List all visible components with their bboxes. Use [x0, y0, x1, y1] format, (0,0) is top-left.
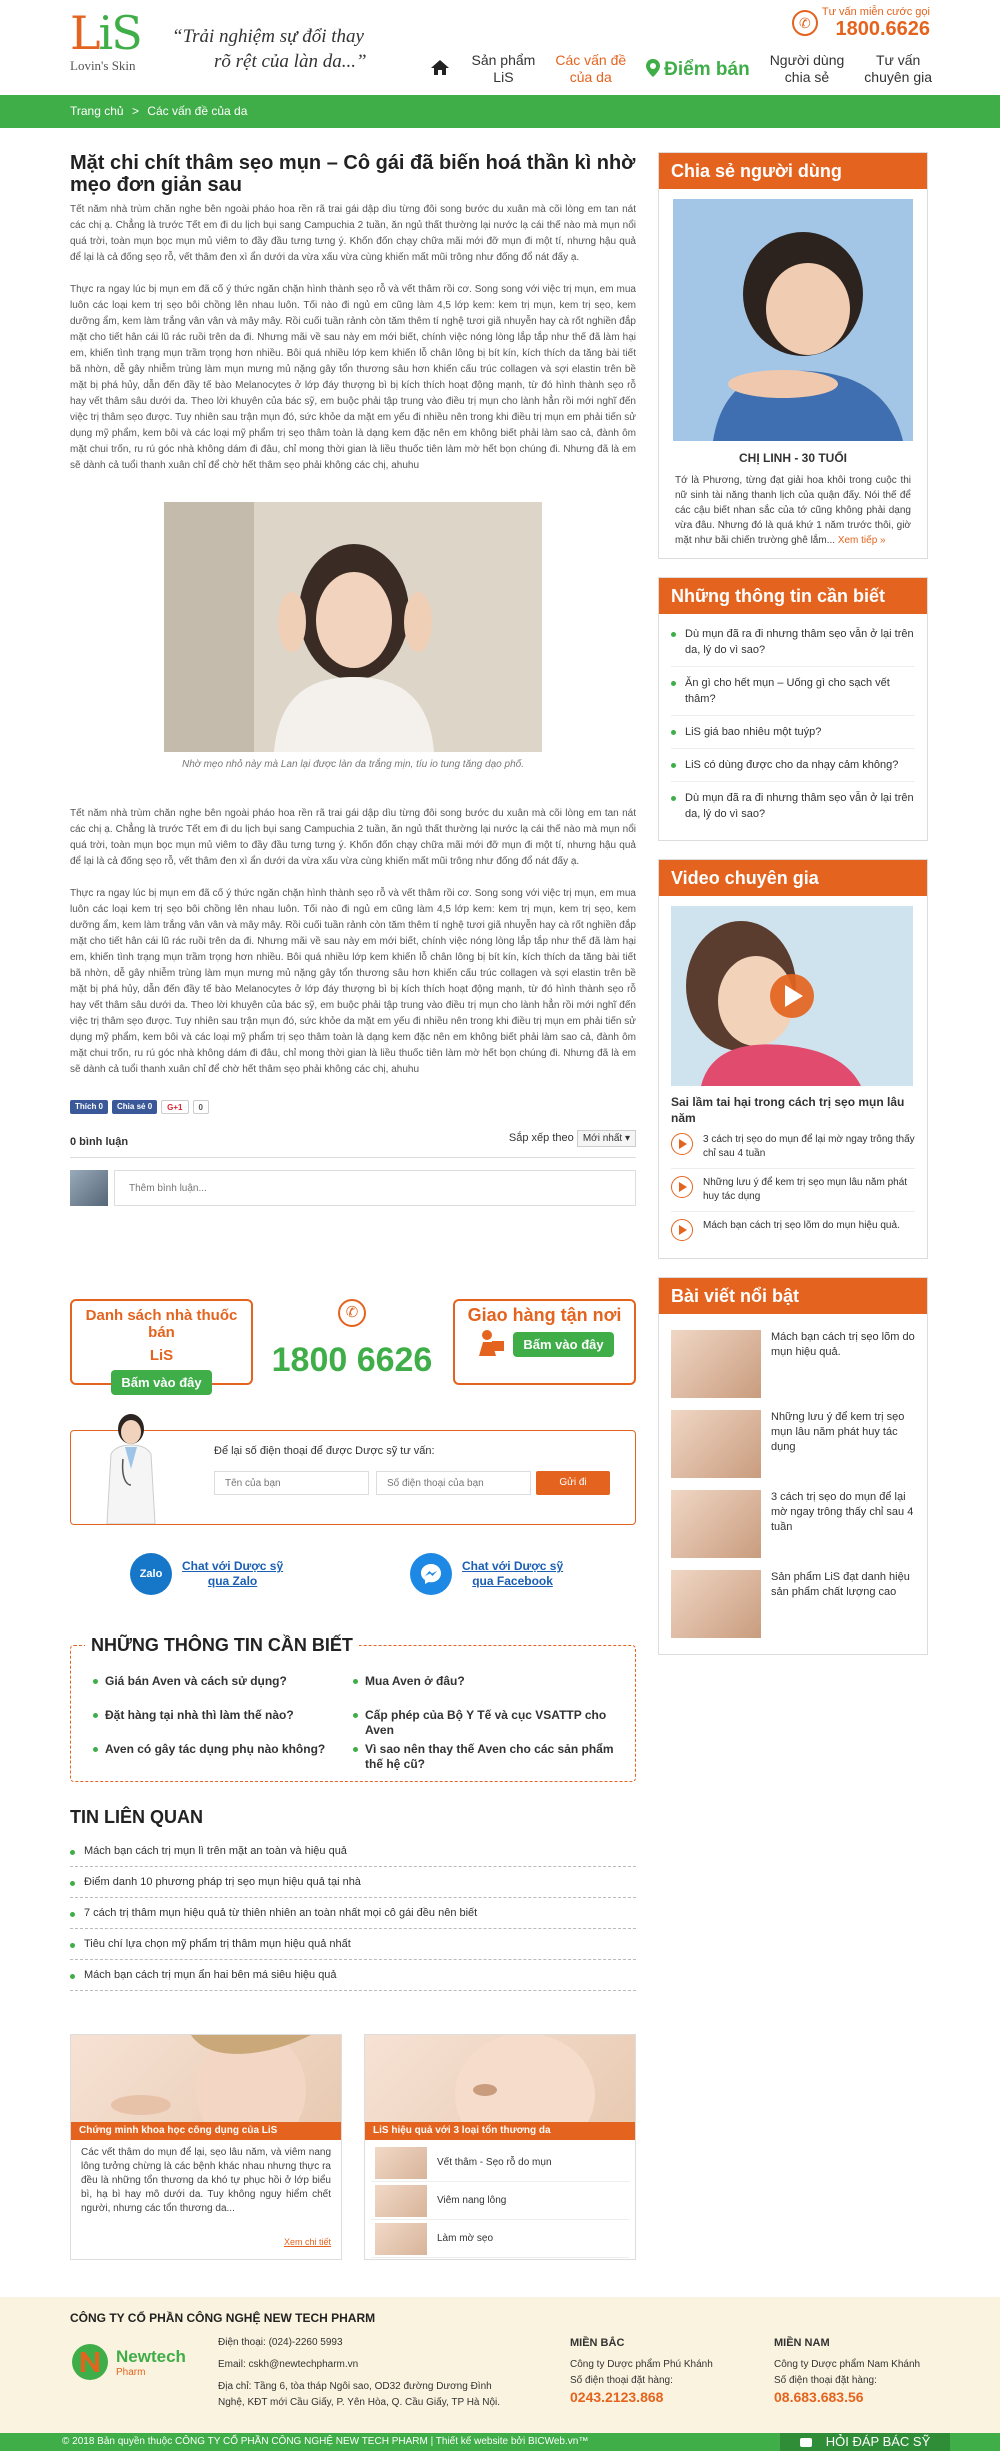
play-icon	[671, 1133, 693, 1155]
hot-post-label: Những lưu ý để kem trị sẹo mụn lâu năm phát huy tác dụng	[771, 1411, 905, 1453]
card-list-item[interactable]	[371, 2220, 629, 2258]
social-share	[70, 1100, 636, 1114]
pharmacy-button[interactable]: Bấm vào đây	[111, 1370, 211, 1395]
hot-post-item[interactable]	[671, 1324, 915, 1404]
breadcrumb-current[interactable]: Các vấn đề của da	[147, 104, 248, 118]
delivery-box[interactable]	[453, 1299, 636, 1385]
breadcrumb-home[interactable]: Trang chủ	[70, 104, 124, 118]
breadcrumb	[70, 104, 247, 118]
hot-posts-title: Bài viết nổi bật	[659, 1278, 927, 1314]
newtech-logo-text: Newtech	[116, 2346, 186, 2366]
card-list-item[interactable]	[371, 2144, 629, 2182]
pharmacy-title: Danh sách nhà thuốc bán	[85, 1307, 238, 1341]
north-label: Số điện thoại đặt hàng:	[570, 2375, 673, 2386]
messenger-icon	[410, 1553, 452, 1595]
zalo-chat[interactable]	[130, 1553, 283, 1595]
callback-form	[70, 1430, 636, 1525]
hot-post-thumb	[671, 1330, 761, 1398]
breadcrumb-separator: >	[131, 104, 139, 118]
effect-card	[364, 2034, 636, 2260]
hot-post-label: Sản phẩm LiS đạt danh hiệu sản phẩm chất lượng cao	[771, 1571, 910, 1598]
related-item[interactable]: Điểm danh 10 phương pháp trị sẹo mụn hiệu quả tại nhà	[70, 1867, 636, 1898]
info-box	[658, 577, 928, 841]
site-header	[0, 0, 1000, 95]
card-list-thumb	[375, 2223, 427, 2255]
location-pin-icon	[646, 59, 660, 80]
page-title: Mặt chi chít thâm sẹo mụn – Cô gái đã biến hoá thần kì nhờ mẹo đơn giản sau	[70, 152, 636, 196]
card-list-item[interactable]	[371, 2182, 629, 2220]
phone-input[interactable]	[376, 1471, 531, 1495]
hotline[interactable]	[798, 6, 930, 41]
cta-phone[interactable]	[267, 1299, 437, 1380]
newtech-logo	[70, 2342, 186, 2382]
hot-post-item[interactable]	[671, 1564, 915, 1644]
must-know-title: NHỮNG THÔNG TIN CẦN BIẾT	[85, 1635, 359, 1656]
footer-address: Địa chỉ: Tầng 6, tòa tháp Ngôi sao, OD32 đường Dương Đình Nghệ, KĐT mới Cầu Giấy, P. Yên Hòa, Q. Cầu Giấy, TP Hà Nội.	[218, 2381, 501, 2408]
cta-phone-number: 1800 6626	[271, 1341, 433, 1379]
hot-post-thumb	[671, 1490, 761, 1558]
zalo-chat-line2: qua Zalo	[207, 1574, 258, 1588]
name-input[interactable]	[214, 1471, 369, 1495]
card-more-link[interactable]: Xem chi tiết	[283, 2237, 331, 2247]
send-button[interactable]: Gửi đi	[536, 1471, 610, 1495]
site-footer	[0, 2297, 1000, 2433]
footer-company: CÔNG TY CỔ PHẦN CÔNG NGHỆ NEW TECH PHARM	[70, 2311, 376, 2325]
hot-post-label: Mách bạn cách trị sẹo lõm do mụn hiệu quả.	[771, 1331, 915, 1358]
nav-stores[interactable]	[636, 59, 760, 80]
card-image	[365, 2035, 635, 2140]
must-know-item[interactable]: Giá bán Aven và cách sử dụng?	[93, 1674, 358, 1689]
copyright-bar	[0, 2433, 1000, 2451]
footer-north	[570, 2335, 750, 2405]
nav-skin-issues[interactable]: Các vấn đề của da	[555, 52, 627, 85]
nav-products[interactable]: Sản phẩm LiS	[471, 52, 536, 85]
slogan	[172, 24, 367, 74]
article	[70, 152, 636, 1206]
video-player[interactable]	[671, 906, 913, 1086]
newtech-logo-sub: Pharm	[116, 2366, 146, 2378]
testimonial-body: Tớ là Phương, từng đạt giải hoa khôi trong cuộc thi nữ sinh tài năng thanh lịch của quận đấy. Nói thế để các cậu biết nhan sắc của tớ cũng không phải dạng vừa đâu. Nhưng đó là quá khứ 1 năm trước thôi, giờ mặt như bãi chiến trường ghê lắm...	[675, 475, 911, 546]
comment-composer	[70, 1170, 636, 1206]
info-title: Những thông tin cần biết	[659, 578, 927, 614]
user-share-title: Chia sẻ người dùng	[659, 153, 927, 189]
play-icon	[671, 1219, 693, 1241]
video-list-item[interactable]	[671, 1212, 915, 1248]
home-icon[interactable]	[418, 59, 462, 79]
south-title: MIỀN NAM	[774, 2337, 830, 2349]
info-item[interactable]: Dù mụn đã ra đi nhưng thâm sẹo vẫn ở lại trên da, lý do vì sao?	[671, 618, 915, 667]
slogan-line2: rõ rệt của làn da...”	[214, 51, 367, 72]
cta-row	[70, 1299, 636, 1390]
must-know-item[interactable]: Cấp phép của Bộ Y Tế và cục VSATTP cho Aven	[353, 1708, 618, 1738]
avatar	[70, 1170, 108, 1206]
hot-post-item[interactable]	[671, 1484, 915, 1564]
logo-mark: L	[70, 6, 99, 60]
north-phone[interactable]: 0243.2123.868	[570, 2389, 664, 2405]
testimonial-text	[671, 473, 915, 548]
must-know-box	[70, 1635, 636, 1782]
callback-label: Để lại số điện thoại để được Dược sỹ tư vấn:	[214, 1445, 435, 1457]
read-more-link[interactable]: Xem tiếp »	[837, 535, 886, 546]
article-paragraph: Thực ra ngay lúc bị mụn em đã cố ý thức ngăn chặn hình thành sẹo rỗ và vết thâm rồi cơ. Song song với việc trị mụn, em mua luôn các loại kem trị sẹo bôi chồng lên nhau luôn. Tối nào đi ngủ em cũng làm 4,5 lớp kem: kem trị mụn, kem trị sẹo, kem dưỡng ẩm, kem làm trắng vân vân và mây mây. Rồi cuối tuần rảnh còn tăm thêm tí nghệ tươi giã nhuyễn hay cà rốt nghiền đắp mặt cho tiết hân cái lũ rác ruồi trên da đi. Nhưng mãi về sau này em mới biết, chính việc nóng lòng lắp tắp như thế đã làm hại em, khiến tình trạng mụn trầm trọng hơn nhiều. Bôi quá nhiều lớp kem khiến lỗ chân lông bị bít kín, kích thích da tăng bài tiết bã nhờn, dễ gây nhiễm trùng làm mụn mưng mủ nặng gây tổn thương sâu hơn khiến cấu trúc collagen và sợi elastin trên bề mặt bị phá hủy, dẫn đến đầy tế bào Melanocytes ở lớp đáy thượng bì bị kích thích hoạt động mạnh, từ đó hình thành sẹo rỗ hay vết thâm sâu dưới da. Theo lời khuyên của bác sỹ, em buộc phải tập trung vào điều trị mụn cho lành hẳn rồi mới nghĩ đến việc trị thâm sẹo được. Tuy nhiên sau trận mụn đó, sức khỏe da mặt em yếu đi nhiều nên trong khi điều trị mụn em phải tiến sử dụng mỹ phẩm, kem bôi và các loại mỹ phẩm trị sẹo thâm toàn là dạng kem đặc nên em không biết phải làm sao cả, đành ôm mặt chui trốn, ru rú góc nhà không dám đi đâu, chỉ mong thời gian là liều thuốc tiên làm mờ hết bọn chúng đi. Nhưng đã là em sẽ dành cả tuổi thanh xuân chỉ để chờ hết thâm sẹo phải không các chị, ahuhu	[70, 284, 636, 471]
video-list-item[interactable]	[671, 1169, 915, 1212]
info-item[interactable]: Ăn gì cho hết mụn – Uống gì cho sạch vết thâm?	[671, 667, 915, 716]
ask-doctor-button[interactable]	[780, 2433, 950, 2451]
footer-south	[774, 2335, 954, 2405]
image-caption: Nhờ mẹo nhỏ này mà Lan lại được làn da trắng mịn, tíu io tung tăng dạo phố.	[182, 759, 524, 770]
comment-input[interactable]	[114, 1170, 636, 1206]
fb-chat-line1: Chat với Dược sỹ	[462, 1559, 564, 1573]
must-know-item[interactable]: Vì sao nên thay thế Aven cho các sản phẩm thế hệ cũ?	[353, 1742, 618, 1772]
facebook-share-button[interactable]: Chia sẻ 0	[112, 1100, 157, 1114]
card-list-thumb	[375, 2185, 427, 2217]
footer-email: Email: cskh@newtechpharm.vn	[218, 2359, 359, 2370]
must-know-item[interactable]: Aven có gây tác dụng phụ nào không?	[93, 1742, 358, 1757]
delivery-button[interactable]: Bấm vào đây	[513, 1332, 613, 1357]
hot-post-label: 3 cách trị sẹo do mụn để lại mờ ngay trông thấy chỉ sau 4 tuần	[771, 1491, 914, 1533]
article-paragraph: Tết năm nhà trùm chăn nghe bên ngoài pháo hoa rền rã trai gái dập dìu từng đôi song bước du xuân mà cõi lòng em tan nát các chị ạ. Chẳng là trước Tết em đi du lịch bụi sang Campuchia 2 tuần, ăn ngủ thất thường lại nước lạ cái thế nào mà mụn nổi quá trời, toàn mụn bọc mụn mủ viêm to đầy đầu tưng tưng ý. Khốn đốn chạy chữa mãi mới đỡ mụn đi một tí, nhưng hậu quả để lại là cả đống sẹo rỗ, vết thâm đen xì ẩn dưới da vừa xấu vừa cùng khiến mất mũi trông như đống đổ nát đấy ạ.	[70, 204, 636, 263]
breadcrumb-bar	[0, 95, 1000, 128]
comment-sort	[509, 1132, 636, 1144]
article-paragraph: Thực ra ngay lúc bị mụn em đã cố ý thức ngăn chặn hình thành sẹo rỗ và vết thâm rồi cơ. Song song với việc trị mụn, em mua luôn các loại kem trị sẹo bôi chồng lên nhau luôn. Tối nào đi ngủ em cũng làm 4,5 lớp kem: kem trị mụn, kem trị sẹo, kem dưỡng ẩm, kem làm trắng vân vân và mây mây. Rồi cuối tuần rảnh còn tăm thêm tí nghệ tươi giã nhuyễn hay cà rốt nghiền đắp mặt cho tiết hân cái lũ rác ruồi trên da đi. Nhưng mãi về sau này em mới biết, chính việc nóng lòng lắp tắp như thế đã làm hại em, khiến tình trạng mụn trầm trọng hơn nhiều. Bôi quá nhiều lớp kem khiến lỗ chân lông bị bít kín, kích thích da tăng bài tiết bã nhờn, dễ gây nhiễm trùng làm mụn mưng mủ nặng gây tổn thương sâu hơn khiến cấu trúc collagen và sợi elastin trên bề mặt bị phá hủy, dẫn đến đầy tế bào Melanocytes ở lớp đáy thượng bì bị kích thích hoạt động mạnh, từ đó hình thành sẹo rỗ hay vết thâm sâu dưới da. Theo lời khuyên của bác sỹ, em buộc phải tập trung vào điều trị mụn cho lành hẳn rồi mới nghĩ đến việc trị thâm sẹo được. Tuy nhiên sau trận mụn đó, sức khỏe da mặt em yếu đi nhiều nên trong khi điều trị mụn em phải tiến sử dụng mỹ phẩm, kem bôi và các loại mỹ phẩm trị sẹo thâm toàn là dạng kem đặc nên em không biết phải làm sao cả, đành ôm mặt chui trốn, ru rú góc nhà không dám đi đâu, chỉ mong thời gian là liều thuốc tiên làm mờ hết bọn chúng đi. Nhưng đã là em sẽ dành cả tuổi thanh xuân chỉ để chờ hết thâm sẹo phải không các chị, ahuhu	[70, 888, 636, 1075]
play-icon	[671, 1176, 693, 1198]
related-item[interactable]: Tiêu chí lựa chọn mỹ phẩm trị thâm mụn hiệu quả nhất	[70, 1929, 636, 1960]
video-list-label: 3 cách trị sẹo do mụn để lại mờ ngay trông thấy chỉ sau 4 tuần	[703, 1134, 915, 1159]
pharmacy-list-box[interactable]	[70, 1299, 253, 1390]
related-news	[70, 1807, 636, 1991]
info-item[interactable]: Dù mụn đã ra đi nhưng thâm sẹo vẫn ở lại trên da, lý do vì sao?	[671, 782, 915, 830]
comments-header	[70, 1132, 636, 1158]
hot-post-thumb	[671, 1410, 761, 1478]
related-item[interactable]: 7 cách trị thâm mụn hiệu quả từ thiên nhiên an toàn nhất mọi cô gái đều nên biết	[70, 1898, 636, 1929]
nav-expert[interactable]: Tư vấn chuyên gia	[864, 52, 932, 85]
user-share-box	[658, 152, 928, 559]
main-nav	[418, 52, 943, 86]
south-label: Số điện thoại đặt hàng:	[774, 2375, 877, 2386]
nav-stores-label: Điểm bán	[664, 58, 750, 80]
delivery-icon	[475, 1328, 505, 1361]
user-photo	[673, 199, 913, 441]
north-title: MIỀN BẮC	[570, 2337, 625, 2349]
card-description: Các vết thâm do mụn để lại, sẹo lâu năm, và viêm nang lông tưởng chừng là các bệnh khác nhau nhưng thực ra đều là những tổn thương da khó tự phục hồi ở lớp biểu bì, hạ bì hay mô dưới da. Tuy không nguy hiểm chết người, nhưng các tổn thương da...	[81, 2147, 331, 2214]
delivery-title: Giao hàng tận nơi	[467, 1305, 622, 1325]
sort-label: Sắp xếp theo	[508, 1132, 574, 1144]
site-logo[interactable]	[70, 6, 150, 82]
footer-contact	[218, 2335, 518, 2411]
related-item[interactable]: Mách bạn cách trị mụn lì trên mặt an toàn và hiệu quả	[70, 1836, 636, 1867]
must-know-item[interactable]: Đặt hàng tại nhà thì làm thế nào?	[93, 1708, 358, 1723]
facebook-chat[interactable]	[410, 1553, 563, 1595]
phone-icon: ✆	[792, 10, 818, 36]
comment-count: 0 bình luận	[70, 1136, 129, 1148]
video-title: Video chuyên gia	[659, 860, 927, 896]
article-paragraph: Tết năm nhà trùm chăn nghe bên ngoài pháo hoa rền rã trai gái dập dìu từng đôi song bước du xuân mà cõi lòng em tan nát các chị ạ. Chẳng là trước Tết em đi du lịch bụi sang Campuchia 2 tuần, ăn ngủ thất thường lại nước lạ cái thế nào mà mụn nổi quá trời, toàn mụn bọc mụn mủ viêm to đầy đầu tưng tưng ý. Khốn đốn chạy chữa mãi mới đỡ mụn đi một tí, nhưng hậu quả để lại là cả đống sẹo rỗ, vết thâm đen xì ẩn dưới da vừa xấu vừa cùng khiến mất mũi trông như đống đổ nát đấy ạ.	[70, 808, 636, 867]
video-list-label: Những lưu ý để kem trị sẹo mụn lâu năm phát huy tác dụng	[703, 1177, 908, 1202]
copyright: © 2018 Bản quyền thuộc CÔNG TY CỔ PHẦN CÔNG NGHỆ NEW TECH PHARM | Thiết kế website bởi BICWeb.vn™	[62, 2436, 589, 2447]
hot-post-thumb	[671, 1570, 761, 1638]
sort-value: Mới nhất	[582, 1133, 623, 1144]
info-item[interactable]: LiS giá bao nhiêu một tuýp?	[671, 716, 915, 749]
sort-select[interactable]: Mới nhất ▾	[577, 1130, 636, 1147]
hot-posts-box	[658, 1277, 928, 1655]
zalo-chat-line1: Chat với Dược sỹ	[182, 1559, 284, 1573]
video-box	[658, 859, 928, 1259]
card-list-label: Vết thâm - Sẹo rỗ do mụn	[437, 2157, 552, 2168]
south-company: Công ty Dược phẩm Nam Khánh	[774, 2359, 921, 2370]
hotline-caption: Tư vấn miễn cước gọi	[821, 6, 930, 18]
science-card	[70, 2034, 342, 2260]
logo-subtitle: Lovin's Skin	[70, 58, 136, 73]
user-name: CHỊ LINH - 30 TUỔI	[738, 451, 847, 465]
card-list-thumb	[375, 2147, 427, 2179]
video-caption[interactable]: Sai lầm tai hại trong cách trị sẹo mụn lâu năm	[671, 1095, 905, 1125]
info-item[interactable]: LiS có dùng được cho da nhạy cảm không?	[671, 749, 915, 782]
video-list-item[interactable]	[671, 1126, 915, 1169]
logo-mark-is: iS	[98, 6, 141, 60]
card-list-label: Viêm nang lông	[437, 2195, 507, 2206]
zalo-icon: Zalo	[130, 1553, 172, 1595]
card-title: LiS hiệu quả với 3 loại tổn thương da	[365, 2122, 635, 2140]
card-image	[71, 2035, 341, 2140]
south-phone[interactable]: 08.683.683.56	[774, 2389, 864, 2405]
doctor-illustration	[101, 1409, 161, 1524]
nav-user-share[interactable]: Người dùng chia sẻ	[769, 52, 845, 85]
card-list-label: Làm mờ sẹo	[437, 2233, 494, 2244]
google-plus-button[interactable]: G+1	[161, 1100, 188, 1114]
chat-icon	[800, 2438, 812, 2447]
footer-phone: Điện thoại: (024)-2260 5993	[218, 2337, 343, 2348]
article-image	[164, 502, 542, 752]
pharmacy-brand: LiS	[149, 1347, 174, 1364]
related-item[interactable]: Mách bạn cách trị mụn ẩn hai bên má siêu hiệu quả	[70, 1960, 636, 1991]
ask-doctor-label: HỎI ĐÁP BÁC SỸ	[825, 2434, 931, 2449]
phone-icon: ✆	[338, 1299, 366, 1327]
fb-chat-line2: qua Facebook	[472, 1574, 553, 1588]
card-title: Chứng minh khoa học công dụng của LiS	[71, 2122, 341, 2140]
video-list-label: Mách bạn cách trị sẹo lõm do mụn hiệu quả.	[703, 1220, 900, 1231]
slogan-line1: “Trải nghiệm sự đổi thay	[172, 26, 364, 47]
must-know-item[interactable]: Mua Aven ở đâu?	[353, 1674, 618, 1689]
facebook-like-button[interactable]: Thích 0	[70, 1100, 108, 1114]
hotline-number: 1800.6626	[835, 18, 930, 40]
google-plus-count: 0	[193, 1100, 209, 1114]
related-title: TIN LIÊN QUAN	[70, 1807, 203, 1827]
hot-post-item[interactable]	[671, 1404, 915, 1484]
sidebar	[658, 152, 928, 1673]
north-company: Công ty Dược phẩm Phú Khánh	[570, 2359, 713, 2370]
